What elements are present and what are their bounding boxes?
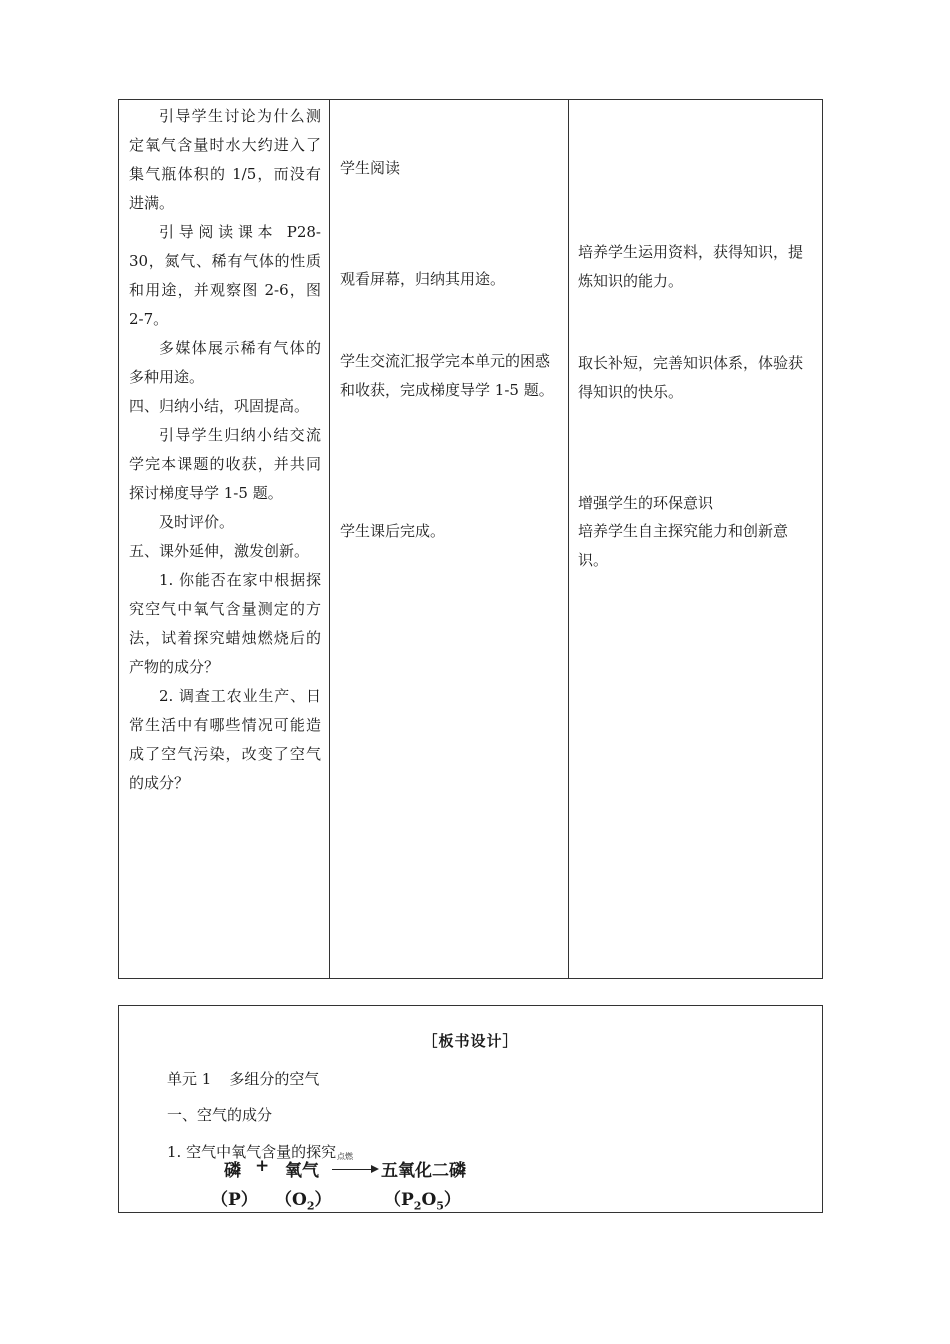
section-heading: 四、归纳小结，巩固提高。 bbox=[129, 397, 310, 415]
teacher-paragraph: 1. 你能否在家中根据探究空气中氧气含量测定的方法，试着探究蜡烛燃烧后的产物的成分？ bbox=[129, 571, 321, 676]
section-heading: 一、空气的成分 bbox=[167, 1106, 273, 1124]
formula-product: $(P_2O_5)$ bbox=[384, 1190, 461, 1213]
design-intent: 增强学生的环保意识 bbox=[578, 494, 714, 512]
student-activity: 学生阅读 bbox=[340, 159, 401, 177]
subsection-heading: 1. 空气中氧气含量的探究 bbox=[167, 1143, 337, 1161]
reaction-condition: 点燃 bbox=[337, 1152, 353, 1161]
teacher-paragraph: 多媒体展示稀有气体的多种用途。 bbox=[129, 339, 321, 386]
teacher-paragraph: 及时评价。 bbox=[159, 513, 235, 531]
unit-name: 多组分的空气 bbox=[229, 1070, 320, 1088]
unit-label: 单元 1 bbox=[167, 1070, 212, 1088]
product: 五氧化二磷 bbox=[381, 1161, 466, 1181]
reaction-arrow-head bbox=[371, 1165, 379, 1173]
teacher-paragraph: 引导阅读课本 P28-30，氮气、稀有气体的性质和用途，并观察图 2-6，图 2-7。 bbox=[129, 223, 321, 328]
teacher-activity-column bbox=[119, 100, 329, 798]
design-intent: 取长补短，完善知识体系，体验获得知识的快乐。 bbox=[578, 354, 804, 401]
student-activity: 学生课后完成。 bbox=[340, 522, 446, 540]
formula-oxygen: $(O_2)$ bbox=[275, 1190, 332, 1213]
board-design-title: ［板书设计］ bbox=[422, 1032, 519, 1050]
teacher-paragraph: 2. 调查工农业生产、日常生活中有哪些情况可能造成了空气污染，改变了空气的成分？ bbox=[129, 687, 321, 792]
section-heading: 五、课外延伸，激发创新。 bbox=[129, 542, 310, 560]
reactant-oxygen: 氧气 bbox=[285, 1161, 319, 1181]
teacher-paragraph: 引导学生讨论为什么测定氧气含量时水大约进入了集气瓶体积的 1/5，而没有进满。 bbox=[129, 107, 321, 212]
student-activity-column bbox=[329, 100, 568, 980]
design-intent: 培养学生运用资料，获得知识，提炼知识的能力。 bbox=[578, 243, 804, 290]
student-activity: 观看屏幕，归纳其用途。 bbox=[340, 270, 506, 288]
plus-sign: + bbox=[255, 1156, 270, 1176]
student-activity: 学生交流汇报学完本单元的困惑和收获，完成梯度导学 1-5 题。 bbox=[340, 352, 554, 399]
chemical-equation bbox=[211, 1152, 479, 1213]
formula-phosphorus: （P） bbox=[211, 1190, 258, 1210]
design-intent-column bbox=[568, 100, 824, 980]
lesson-table bbox=[118, 99, 823, 979]
board-design-box bbox=[118, 1005, 823, 1213]
unit-heading bbox=[167, 1068, 319, 1089]
reaction-arrow bbox=[332, 1169, 374, 1170]
teacher-paragraph: 引导学生归纳小结交流学完本课题的收获，并共同探讨梯度导学 1-5 题。 bbox=[129, 426, 321, 502]
design-intent: 培养学生自主探究能力和创新意识。 bbox=[578, 522, 789, 569]
reactant-phosphorus: 磷 bbox=[224, 1161, 241, 1181]
